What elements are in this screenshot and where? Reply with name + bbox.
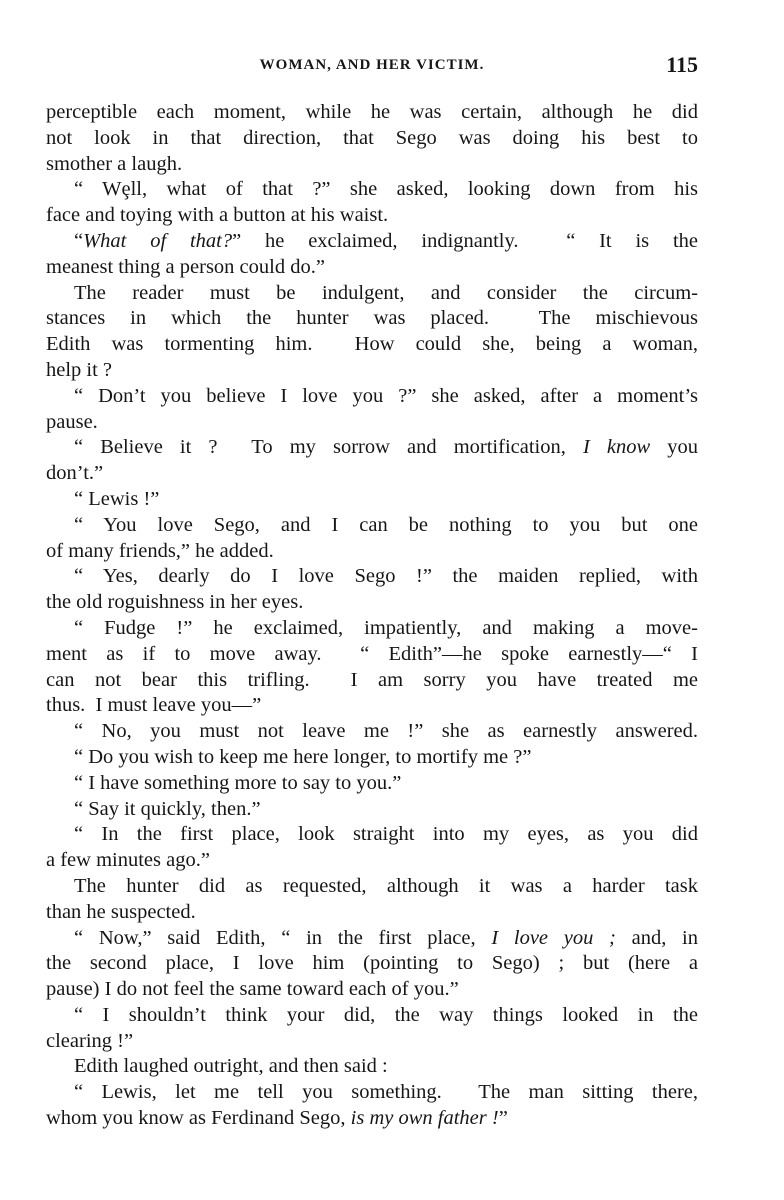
text-segment: “ You love Sego, and I can be nothing to you but one: [74, 513, 698, 536]
text-segment: “ Don’t you believe I love you ?” she asked, after a moment’s: [74, 384, 698, 407]
italic-text: is my own father !: [350, 1107, 499, 1130]
text-line: [46, 719, 698, 745]
text-segment: “: [74, 229, 84, 252]
text-segment: than he suspected.: [46, 900, 196, 923]
text-line: [46, 1080, 698, 1106]
text-line: [46, 797, 698, 823]
text-line: [46, 513, 698, 539]
text-line: [46, 152, 698, 178]
text-line: [46, 435, 698, 461]
text-segment: “ Wȩll, what of that ?” she asked, looking down from his: [74, 178, 698, 201]
text-segment: “ Lewis !”: [74, 487, 160, 510]
text-line: [46, 848, 698, 874]
text-segment: “ Now,” said Edith, “ in the first place,: [74, 926, 492, 949]
text-line: [46, 693, 698, 719]
text-segment: smother a laugh.: [46, 152, 183, 175]
text-line: [46, 306, 698, 332]
text-segment: pause.: [46, 410, 98, 433]
text-segment: “ I have something more to say to you.”: [74, 771, 402, 794]
running-title: WOMAN, AND HER VICTIM.: [259, 57, 485, 73]
text-line: [46, 642, 698, 668]
text-line: [46, 1054, 698, 1080]
text-segment: you: [650, 436, 698, 459]
italic-text: I know: [582, 436, 651, 459]
text-segment: whom you know as Ferdinand Sego,: [46, 1107, 351, 1130]
body-text: [46, 100, 698, 1132]
text-segment: the second place, I love him (pointing to Sego) ; but (here a: [46, 952, 698, 975]
text-segment: help it ?: [46, 358, 113, 381]
text-line: [46, 926, 698, 952]
text-line: [46, 1003, 698, 1029]
text-segment: “ Lewis, let me tell you something. The man sitting there,: [74, 1081, 698, 1104]
text-segment: Edith was tormenting him. How could she, being a woman,: [46, 333, 698, 356]
text-line: [46, 822, 698, 848]
text-segment: clearing !”: [46, 1029, 134, 1052]
text-line: [46, 590, 698, 616]
text-line: [46, 126, 698, 152]
text-line: [46, 203, 698, 229]
text-line: [46, 539, 698, 565]
text-segment: not look in that direction, that Sego was doing his best to: [46, 126, 698, 149]
text-line: [46, 1029, 698, 1055]
page-number: 115: [666, 52, 698, 77]
text-segment: pause) I do not feel the same toward each of you.”: [46, 978, 459, 1001]
italic-text: What of that?: [83, 229, 233, 252]
text-line: [46, 410, 698, 436]
text-line: [46, 255, 698, 281]
text-line: [46, 281, 698, 307]
text-segment: thus. I must leave you—”: [46, 694, 262, 717]
text-line: [46, 874, 698, 900]
text-line: [46, 332, 698, 358]
text-segment: of many friends,” he added.: [46, 539, 274, 562]
italic-text: I love you ;: [491, 926, 616, 949]
text-segment: “ Fudge !” he exclaimed, impatiently, and making a move-: [74, 616, 698, 639]
text-line: [46, 564, 698, 590]
text-line: [46, 229, 698, 255]
text-segment: “ Say it quickly, then.”: [74, 797, 261, 820]
text-line: [46, 177, 698, 203]
text-segment: don’t.”: [46, 462, 104, 485]
text-segment: Edith laughed outright, and then said :: [74, 1055, 388, 1078]
text-segment: perceptible each moment, while he was certain, although he did: [46, 101, 698, 123]
text-segment: face and toying with a button at his waist.: [46, 204, 389, 227]
text-segment: ”: [498, 1107, 508, 1130]
text-line: [46, 100, 698, 126]
text-segment: “ Believe it ? To my sorrow and mortification,: [74, 436, 583, 459]
text-line: [46, 461, 698, 487]
text-line: [46, 1106, 698, 1132]
text-segment: “ I shouldn’t think your did, the way things looked in the: [74, 1003, 698, 1026]
text-segment: meanest thing a person could do.”: [46, 255, 325, 278]
text-segment: ” he exclaimed, indignantly. “ It is the: [232, 229, 698, 252]
text-segment: The hunter did as requested, although it was a harder task: [74, 874, 698, 897]
text-segment: a few minutes ago.”: [46, 849, 210, 872]
text-segment: and, in: [615, 926, 698, 949]
text-segment: can not bear this trifling. I am sorry you have treated me: [46, 668, 698, 691]
text-line: [46, 616, 698, 642]
text-line: [46, 771, 698, 797]
text-segment: “ In the first place, look straight into my eyes, as you did: [74, 823, 698, 846]
text-segment: stances in which the hunter was placed. The mischievous: [46, 307, 698, 330]
text-segment: ment as if to move away. “ Edith”—he spoke earnestly—“ I: [46, 642, 698, 665]
text-line: [46, 668, 698, 694]
text-line: [46, 358, 698, 384]
page-header: [46, 52, 698, 82]
text-line: [46, 384, 698, 410]
text-line: [46, 487, 698, 513]
text-segment: the old roguishness in her eyes.: [46, 591, 304, 614]
text-line: [46, 951, 698, 977]
text-segment: “ No, you must not leave me !” she as earnestly answered.: [74, 720, 698, 743]
text-segment: The reader must be indulgent, and consider the circum-: [74, 281, 698, 304]
text-line: [46, 900, 698, 926]
text-segment: “ Yes, dearly do I love Sego !” the maiden replied, with: [74, 565, 698, 588]
text-segment: “ Do you wish to keep me here longer, to mortify me ?”: [74, 745, 532, 768]
text-line: [46, 745, 698, 771]
text-line: [46, 977, 698, 1003]
